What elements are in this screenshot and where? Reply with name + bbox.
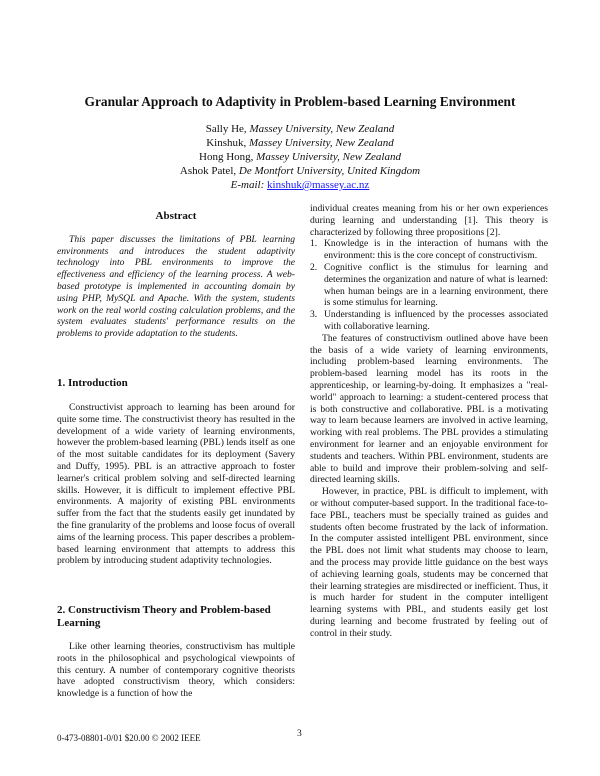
author-affiliation: Massey University, New Zealand xyxy=(248,137,394,149)
list-text: Understanding is influenced by the processes associated with collaborative learning. xyxy=(324,309,548,332)
list-number: 1. xyxy=(310,238,318,250)
list-text: Cognitive conflict is the stimulus for learning and determines the organization and nature of what is learned: when human beings are in a learning environment, there is some stimulus for learning. xyxy=(324,261,548,309)
email-line xyxy=(0,178,600,192)
author-affiliation: De Montfort University, United Kingdom xyxy=(238,165,421,177)
paragraph: However, in practice, PBL is difficult to implement, with or without computer-based support. In the traditional face-to-face PBL, teachers must be specially trained as guides and students often become frustrated by the lack of information. In the computer assisted intelligent PBL environment, since the PBL does not limit what students may choose to learn, and the process may provide little guidance on the best ways of achieving learning goals, students may be concerned that their learning strategies are misdirected or inefficient. Thus, it is much harder for student in the computer intelligent learning systems with PBL, and students easily get lost during learning and become frustrated by feeling out of control in their study. xyxy=(310,486,548,639)
author-name: Sally He, xyxy=(205,123,250,135)
constructivism-section xyxy=(57,604,295,700)
email-label: E-mail: xyxy=(230,179,268,191)
list-item xyxy=(310,309,548,333)
list-item xyxy=(310,238,548,262)
paragraph: Constructivist approach to learning has been around for quite some time. The constructivist theory has resulted in the development of a wide variety of learning environments, however the problem-based learning (PBL) lends itself as one of the most suitable candidates for its deployment (Savery and Duffy, 1995). PBL is an attractive approach to foster learner's critical problem solving and self-directed learning skills. However, it is difficult to implement effective PBL environments. A majority of existing PBL environments suffer from the fact that the students easily get inundated by the fine granularity of the problems and loose focus of overall aims of the learning process. This paper describes a problem-based learning environment that attempts to address this problem by introducing student adaptivity technologies. xyxy=(57,402,295,567)
section-heading: 2. Constructivism Theory and Problem-based Learning xyxy=(57,604,271,629)
email-link[interactable]: kinshuk@massey.ac.nz xyxy=(267,179,370,191)
list-text: Knowledge is in the interaction of humans with the environment: this is the core concept of constructivism. xyxy=(324,238,548,262)
author-line xyxy=(0,150,600,164)
list-item xyxy=(310,262,548,309)
right-column xyxy=(310,203,548,639)
list-number: 2. xyxy=(310,261,318,273)
section-heading: 1. Introduction xyxy=(57,377,128,389)
paragraph: Like other learning theories, constructivism has multiple roots in the philosophical and psychological viewpoints of this century. A number of contemporary cognitive theorists have adopted constructivism theory, which considers: knowledge is a function of how the xyxy=(57,641,295,700)
paper-title: Granular Approach to Adaptivity in Problem-based Learning Environment xyxy=(84,94,516,109)
author-name: Ashok Patel, xyxy=(179,165,239,177)
page-number: 3 xyxy=(297,728,302,739)
author-affiliation: Massey University, New Zealand xyxy=(256,151,401,163)
propositions-list xyxy=(310,238,548,332)
author-line xyxy=(0,164,600,178)
author-line xyxy=(0,136,600,150)
abstract-text: This paper discusses the limitations of PBL learning environments and introduces the student adaptivity technology into PBL environments to improve the effectiveness and efficiency of the learning process. A web-based prototype is implemented in accounting domain by using PHP, MySQL and Apache. With the system, students work on the real world costing calculation problems, and the system evaluates students' performance results on the problems to provide adaptation to the students. xyxy=(57,233,295,340)
list-number: 3. xyxy=(310,309,318,321)
abstract-heading: Abstract xyxy=(155,210,197,222)
footer-copyright: 0-473-08801-0/01 $20.00 © 2002 IEEE xyxy=(57,733,201,743)
author-affiliation: Massey University, New Zealand xyxy=(249,123,395,135)
introduction-section xyxy=(57,377,295,567)
author-block xyxy=(0,122,600,192)
author-name: Hong Hong, xyxy=(199,151,257,163)
author-line xyxy=(0,122,600,136)
abstract-section xyxy=(57,211,295,340)
paragraph: The features of constructivism outlined above have been the basis of a wide variety of learning environments, including problem-based learning environments. The problem-based learning model has its roots in the apprenticeship, or learning-by-doing. It emphasizes a "real-world" approach to learning: a student-centered process that is both constructive and collaborative. PBL is a motivating way to learn because learners are involved in active learning, working with real problems. The PBL provides a stimulating environment for learner and an enjoyable environment for students and teachers. Within PBL environment, students are able to build and improve their problem-solving and self-directed learning skills. xyxy=(310,332,548,486)
author-name: Kinshuk, xyxy=(206,137,249,149)
paragraph: individual creates meaning from his or her own experiences during learning and understanding [1]. This theory is characterized by following three propositions [2]. xyxy=(310,203,548,238)
